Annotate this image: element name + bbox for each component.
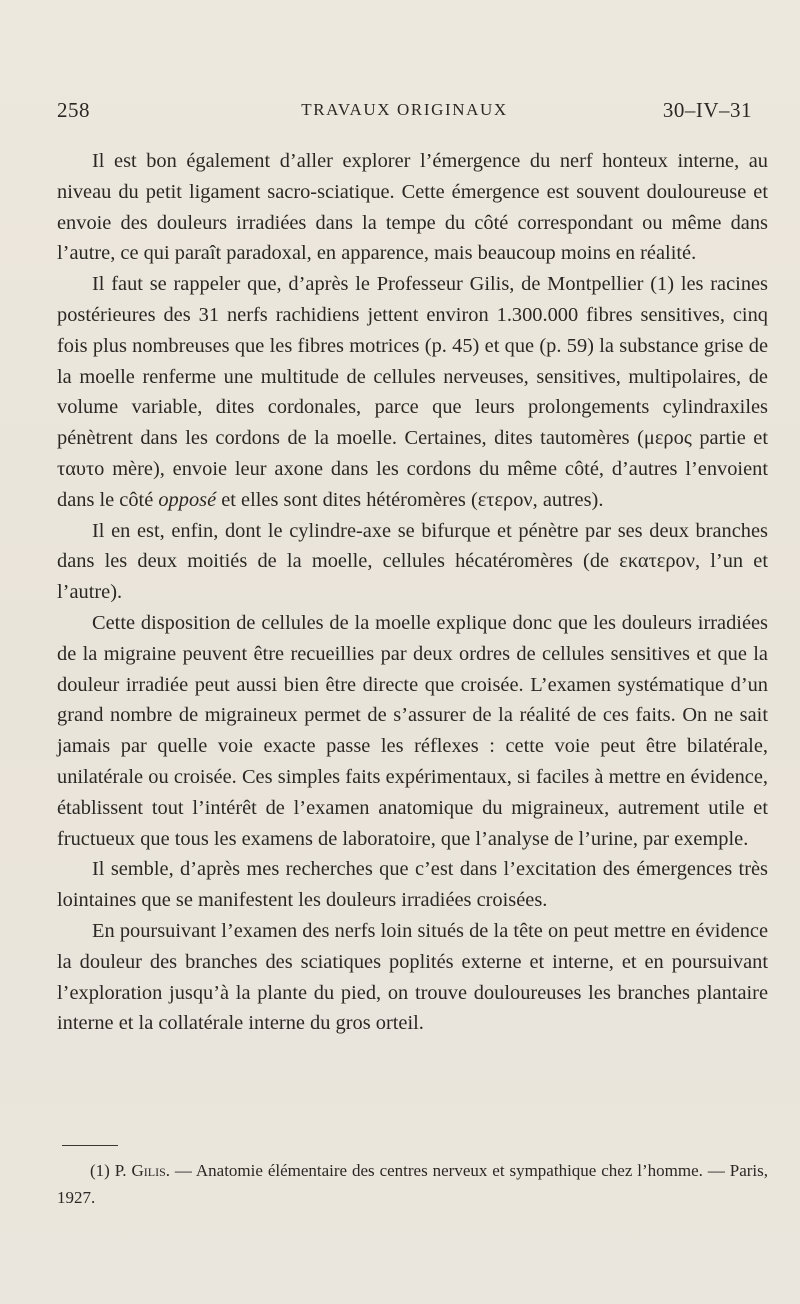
paragraph-2	[57, 269, 768, 515]
paragraph-6: En poursuivant l’examen des nerfs loin situés de la tête on peut mettre en évidence la douleur des branches des sciatiques poplités externe et interne, et en poursuivant l’exploration jusqu’à la plante du pied, on trouve douloureuses les branches plantaire interne et la collatérale interne du gros orteil.	[57, 919, 768, 1035]
paragraph-2-text: Il faut se rappeler que, d’après le Professeur Gilis, de Montpellier (1) les racines postérieures des 31 nerfs rachidiens jettent environ 1.300.000 fibres sensitives, cinq fois plus nombreuses que les fibres motrices (p. 45) et que (p. 59) la substance grise de la moelle renferme une multitude de cellules nerveuses, sensitives, multipolaires, de volume variable, dites cordonales, parce que leurs prolongements cylindraxiles pénètrent dans les cordons de la moelle. Certaines, dites tautomères (μερος partie et ταυτο mère), envoie leur axone dans les cordons du même côté, d’autres l’envoient dans le côté	[57, 273, 768, 511]
body-text	[57, 146, 768, 1039]
footnote-citation: — Anatomie élémentaire des centres nerveux et sympathique chez l’homme. — Paris, 1927.	[57, 1161, 768, 1207]
paragraph-3: Il en est, enfin, dont le cylindre-axe se bifurque et pénètre par ses deux branches dans les deux moitiés de la moelle, cellules hécatéromères (de εκατερον, l’un et l’autre).	[57, 519, 768, 604]
header-date: 30–IV–31	[662, 98, 752, 122]
paragraph-1: Il est bon également d’aller explorer l’émergence du nerf honteux interne, au niveau du petit ligament sacro-sciatique. Cette émergence est souvent douloureuse et envoie des douleurs irradiées dans la tempe du côté correspondant ou même dans l’autre, ce qui paraît paradoxal, en apparence, mais beaucoup moins en réalité.	[57, 150, 768, 265]
paragraph-2-tail: et elles sont dites hétéromères (ετερον, autres).	[216, 488, 604, 511]
page-header	[57, 98, 752, 126]
footnote-marker: (1) P.	[90, 1161, 132, 1180]
footnote-author: Gilis.	[131, 1161, 170, 1180]
footnote-rule	[62, 1145, 118, 1146]
paragraph-2-italic: opposé	[158, 488, 217, 511]
paragraph-5: Il semble, d’après mes recherches que c’est dans l’excitation des émergences très lointaines que se manifestent les douleurs irradiées croisées.	[57, 858, 768, 912]
paragraph-4: Cette disposition de cellules de la moelle explique donc que les douleurs irradiées de la migraine peuvent être recueillies par deux ordres de cellules sensitives et que la douleur irradiée peut aussi bien être directe que croisée. L’examen systématique d’un grand nombre de migraineux permet de s’assurer de la réalité de ces faits. On ne sait jamais par quelle voie exacte passe les réflexes : cette voie peut être bilatérale, unilatérale ou croisée. Ces simples faits expérimentaux, si faciles à mettre en évidence, établissent tout l’intérêt de l’examen anatomique du migraineux, autrement utile et fructueux que tous les examens de laboratoire, que l’analyse de l’urine, par exemple.	[57, 611, 768, 850]
running-title: TRAVAUX ORIGINAUX	[301, 100, 508, 119]
page-number: 258	[57, 98, 90, 122]
footnote-text	[57, 1157, 768, 1211]
footnote	[57, 1157, 768, 1211]
